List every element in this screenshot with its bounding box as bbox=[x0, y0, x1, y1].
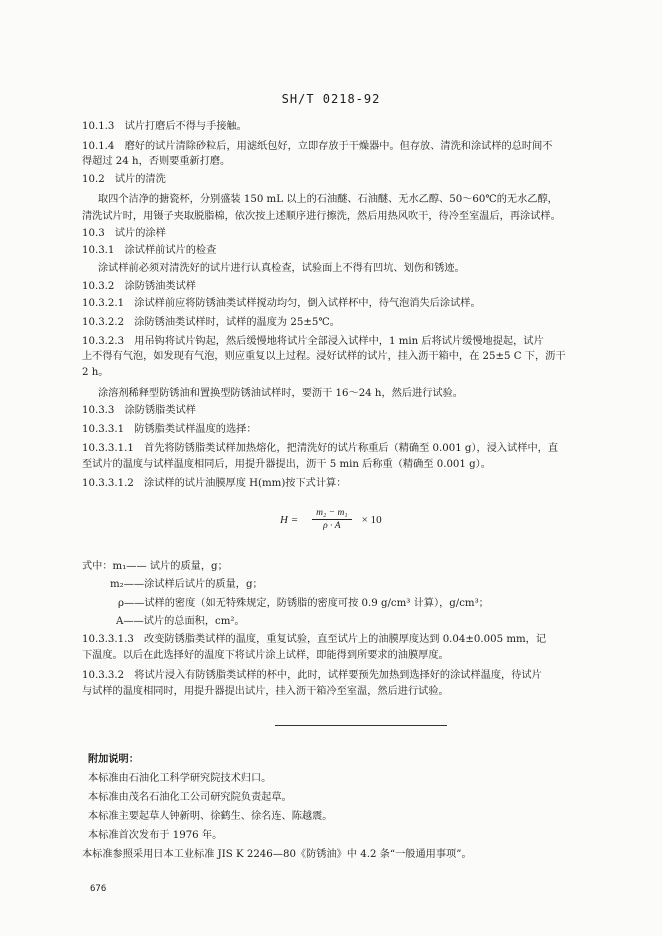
clause-10-3-3-1-2: 10.3.3.1.2 涂试样的试片油膜厚度 H(mm)按下式计算： bbox=[82, 478, 347, 489]
heading-10-2: 10.2 试片的清洗 bbox=[82, 174, 166, 185]
symbol-m2: m₂——涂试样后试片的质量，g； bbox=[110, 579, 263, 590]
paragraph-inspection: 涂试样前必须对清洗好的试片进行认真检查，试验面上不得有凹坑、划伤和锈迹。 bbox=[98, 263, 465, 274]
clause-10-1-4-cont: 得超过 24 h，否则要重新打磨。 bbox=[82, 156, 231, 167]
clause-10-1-3: 10.1.3 试片打磨后不得与手接触。 bbox=[82, 121, 247, 132]
heading-10-3-3: 10.3.3 涂防锈脂类试样 bbox=[82, 405, 196, 416]
heading-10-3-1: 10.3.1 涂试样前试片的检查 bbox=[82, 245, 217, 256]
clause-10-3-2-2: 10.3.2.2 涂防锈油类试样时，试样的温度为 25±5℃。 bbox=[82, 317, 340, 328]
formula-lhs: H = bbox=[280, 513, 299, 526]
clause-10-1-4: 10.1.4 磨好的试片清除砂粒后，用滤纸包好，立即存放于干燥器中。但存放、清洗和涂试样的总时间不 bbox=[82, 141, 553, 152]
clause-10-3-2-3: 10.3.2.3 用吊钩将试片钩起，然后缓慢地将试片全部浸入试样中，1 min 后将试片缓慢地提起，试片 bbox=[82, 336, 544, 347]
clause-10-3-3-2: 10.3.3.2 将试片浸入有防锈脂类试样的杯中，此时，试样要预先加热到选择好的涂试样温度，待试片 bbox=[82, 670, 542, 681]
paragraph-cleaning-cont: 清洗试片时，用镊子夹取脱脂棉，依次按上述顺序进行擦洗，然后用热风吹干，待冷至室温后，再涂试样。 bbox=[82, 211, 561, 222]
note-line: 本标准由茂名石油化工公司研究院负责起草。 bbox=[88, 792, 292, 803]
clause-10-3-3-1-3: 10.3.3.1.3 改变防锈脂类试样的温度，重复试验，直至试片上的油膜厚度达到 0.04±0.005 mm，记 bbox=[82, 634, 547, 645]
paragraph-solvent-oil: 涂溶剂稀释型防锈油和置换型防锈油试样时，要沥干 16～24 h，然后进行试验。 bbox=[98, 388, 463, 399]
symbol-rho: ρ——试样的密度（如无特殊规定，防锈脂的密度可按 0.9 g/cm³ 计算），g/cm³； bbox=[118, 598, 489, 609]
heading-10-3-2: 10.3.2 涂防锈油类试样 bbox=[82, 281, 196, 292]
clause-10-3-3-1: 10.3.3.1 防锈脂类试样温度的选择： bbox=[82, 424, 257, 435]
note-line: 本标准参照采用日本工业标准 JIS K 2246—80《防锈油》中 4.2 条“一般通用事项”。 bbox=[82, 849, 472, 860]
clause-10-3-3-1-3-cont: 下温度。以后在此选择好的温度下将试片涂上试样，即能得到所要求的油膜厚度。 bbox=[82, 650, 449, 661]
symbol-area: A——试片的总面积，cm²。 bbox=[116, 616, 245, 627]
notes-heading: 附加说明： bbox=[88, 753, 139, 765]
note-line: 本标准主要起草人钟新明、徐鹤生、徐名连、陈越震。 bbox=[88, 811, 333, 822]
standard-code-header: SH/T 0218-92 bbox=[281, 92, 381, 106]
heading-10-3: 10.3 试片的涂样 bbox=[82, 228, 166, 239]
note-line: 本标准首次发布于 1976 年。 bbox=[88, 830, 223, 841]
formula-multiplier: × 10 bbox=[361, 513, 382, 526]
page-number: 676 bbox=[90, 884, 107, 894]
note-line: 本标准由石油化工科学研究院技术归口。 bbox=[88, 773, 272, 784]
formula-denominator: ρ · A bbox=[323, 521, 341, 531]
clause-10-3-3-1-1: 10.3.3.1.1 首先将防锈脂类试样加热熔化，把清洗好的试片称重后（精确至 0.001 g），浸入试样中，直 bbox=[82, 443, 559, 454]
formula-fraction bbox=[312, 508, 352, 531]
clause-10-3-3-1-1-cont: 至试片的温度与试样温度相同后，用提升器提出，沥干 5 min 后称重（精确至 0.001 g）。 bbox=[82, 459, 491, 470]
section-divider bbox=[275, 725, 447, 726]
clause-10-3-2-1: 10.3.2.1 涂试样前应将防锈油类试样搅动均匀，倒入试样杯中，待气泡消失后涂试样。 bbox=[82, 298, 481, 309]
formula-numerator: m₂ − m₁ bbox=[312, 508, 352, 520]
symbol-m1: 式中：m₁—— 试片的质量，g； bbox=[82, 561, 228, 572]
paragraph-cleaning: 取四个洁净的搪瓷杯，分别盛装 150 mL 以上的石油醚、石油醚、无水乙醇、50～60℃的无水乙醇， bbox=[98, 194, 558, 205]
clause-10-3-3-2-cont: 与试样的温度相同时，用提升器提出试片，挂入沥干箱冷至室温，然后进行试验。 bbox=[82, 686, 449, 697]
clause-10-3-2-3-cont: 上不得有气泡，如发现有气泡，则应重复以上过程。浸好试样的试片，挂入沥干箱中，在 25±5 C 下，沥干 bbox=[82, 351, 566, 362]
clause-10-3-2-3-end: 2 h。 bbox=[82, 367, 109, 378]
film-thickness-formula bbox=[280, 508, 382, 531]
